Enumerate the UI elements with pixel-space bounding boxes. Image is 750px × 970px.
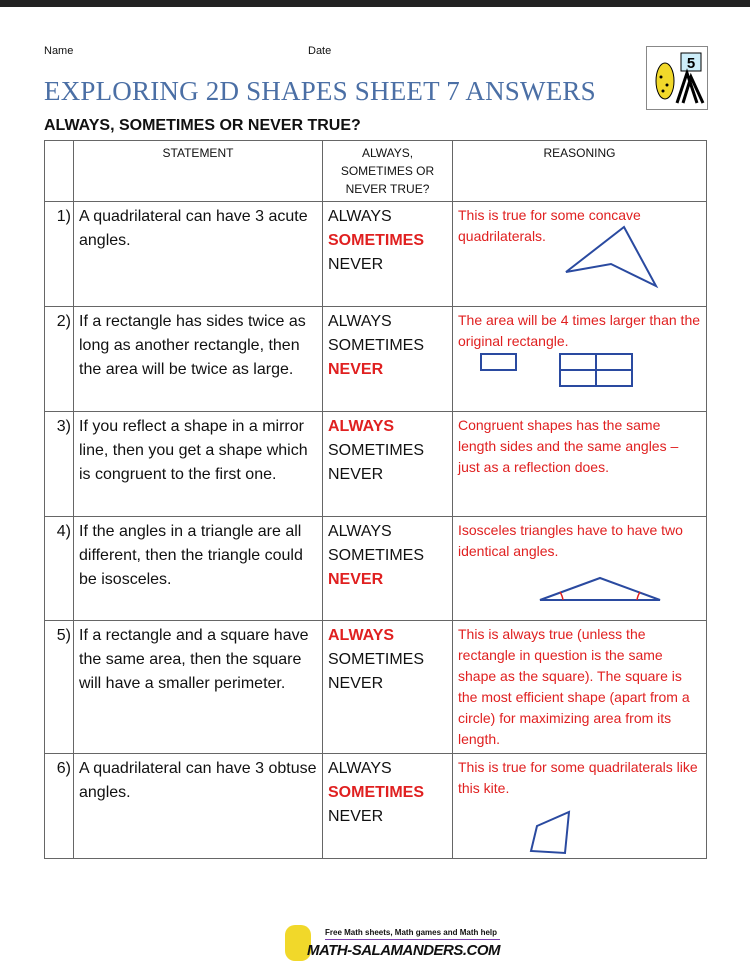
answers-table: [44, 140, 707, 859]
page-title: EXPLORING 2D SHAPES SHEET 7 ANSWERS: [44, 76, 596, 106]
rectangles-shape: [478, 351, 638, 391]
answer-cell: [323, 621, 453, 754]
reasoning-cell: [453, 307, 707, 412]
row-number: 4): [45, 517, 74, 621]
statement-cell: If the angles in a triangle are all different, then the triangle could be isosceles.: [74, 517, 323, 621]
statement-cell: If a rectangle has sides twice as long as another rectangle, then the area will be twice as large.: [74, 307, 323, 412]
option-never: NEVER: [328, 808, 384, 825]
table-row: [45, 517, 707, 621]
answer-cell: [323, 754, 453, 859]
reasoning-text: The area will be 4 times larger than the original rectangle.: [458, 312, 701, 349]
reasoning-text: Congruent shapes has the same length sides and the same angles – just as a reflection does.: [458, 417, 679, 475]
option-sometimes: SOMETIMES: [328, 442, 425, 459]
answer-cell: [323, 412, 453, 517]
salamander-logo: [646, 46, 708, 110]
option-always: ALWAYS: [328, 418, 395, 435]
statement-cell: If a rectangle and a square have the same area, then the square will have a smaller perimeter.: [74, 621, 323, 754]
option-sometimes: SOMETIMES: [328, 784, 425, 801]
answer-cell: [323, 517, 453, 621]
table-row: [45, 754, 707, 859]
row-number: 1): [45, 202, 74, 307]
reasoning-cell: [453, 621, 707, 754]
number-header: [45, 141, 74, 202]
statement-cell: A quadrilateral can have 3 obtuse angles.: [74, 754, 323, 859]
footer-tagline: Free Math sheets, Math games and Math help: [325, 928, 498, 937]
table-header-row: [45, 141, 707, 202]
kite-shape: [527, 809, 582, 859]
subtitle: ALWAYS, SOMETIMES OR NEVER TRUE?: [44, 117, 361, 134]
reasoning-text: Isosceles triangles have to have two identical angles.: [458, 522, 683, 559]
option-always: ALWAYS: [328, 313, 392, 330]
option-always: ALWAYS: [328, 208, 392, 225]
option-sometimes: SOMETIMES: [328, 547, 425, 564]
name-label: Name: [44, 45, 74, 57]
footer-divider: [325, 939, 500, 940]
isosceles-triangle-shape: [538, 575, 663, 605]
option-never: NEVER: [328, 571, 384, 588]
date-label: Date: [308, 45, 332, 57]
svg-text:5: 5: [686, 55, 696, 72]
option-always: ALWAYS: [328, 523, 392, 540]
statement-header: STATEMENT: [74, 141, 323, 202]
reasoning-text: This is always true (unless the rectangle in question is the same shape as the square). The square is the most efficient shape (apart from a circle) for maximizing area from its length.: [458, 626, 690, 747]
row-number: 3): [45, 412, 74, 517]
option-always: ALWAYS: [328, 760, 392, 777]
option-sometimes: SOMETIMES: [328, 337, 425, 354]
reasoning-cell: [453, 412, 707, 517]
option-never: NEVER: [328, 256, 384, 273]
reasoning-cell: [453, 202, 707, 307]
concave-quadrilateral-shape: [561, 224, 661, 294]
footer-logo: [285, 925, 505, 961]
option-sometimes: SOMETIMES: [328, 232, 425, 249]
table-row: [45, 202, 707, 307]
top-bar: [0, 0, 750, 7]
answer-header: ALWAYS, SOMETIMES OR NEVER TRUE?: [323, 141, 453, 202]
option-never: NEVER: [328, 361, 384, 378]
option-always: ALWAYS: [328, 627, 395, 644]
reasoning-text: This is true for some quadrilaterals like this kite.: [458, 759, 698, 796]
reasoning-cell: [453, 754, 707, 859]
table-row: [45, 412, 707, 517]
statement-cell: If you reflect a shape in a mirror line, then you get a shape which is congruent to the first one.: [74, 412, 323, 517]
answer-cell: [323, 202, 453, 307]
option-never: NEVER: [328, 466, 384, 483]
reasoning-cell: [453, 517, 707, 621]
row-number: 2): [45, 307, 74, 412]
answer-cell: [323, 307, 453, 412]
reasoning-text: This is true for some concave quadrilaterals.: [458, 207, 641, 244]
option-sometimes: SOMETIMES: [328, 651, 425, 668]
row-number: 6): [45, 754, 74, 859]
row-number: 5): [45, 621, 74, 754]
option-never: NEVER: [328, 675, 384, 692]
table-row: [45, 621, 707, 754]
footer-site: MATH-SALAMANDERS.COM: [307, 942, 501, 959]
statement-cell: A quadrilateral can have 3 acute angles.: [74, 202, 323, 307]
table-row: [45, 307, 707, 412]
reasoning-header: REASONING: [453, 141, 707, 202]
